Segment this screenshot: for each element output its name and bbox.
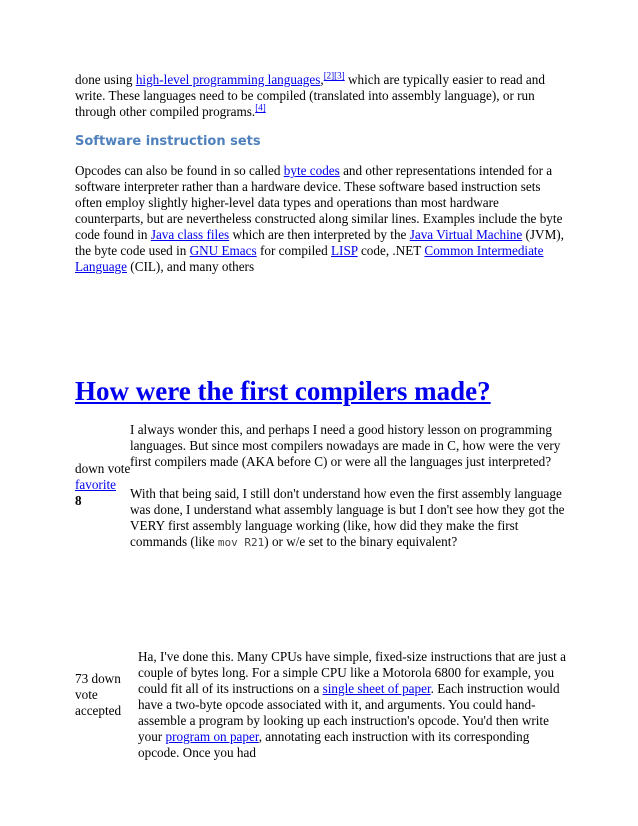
link-java-class-files[interactable]: Java class files — [150, 227, 230, 242]
question-title — [75, 374, 491, 408]
intro-text: which are typically easier to read and write. These languages need to be compiled (translated into assembly language), or run through other compiled programs. — [75, 72, 545, 119]
section-paragraph — [75, 163, 567, 275]
section-text: (CIL), and many others — [127, 259, 255, 274]
answer-vote-label: 73 down vote accepted — [75, 671, 122, 718]
answer-text: Ha, I've done this. Many CPUs have simple, fixed-size instructions that are just a couple of bytes long. For a simple CPU like a Motorola 6800 for example, you could fit all of its instructions on a — [138, 649, 566, 696]
section-text: code, .NET — [357, 243, 425, 258]
question-vote-label[interactable]: down vote — [75, 461, 131, 476]
section-text: Opcodes can also be found in so called — [75, 163, 284, 178]
question-paragraph-1: I always wonder this, and perhaps I need a good history lesson on programming languages. But since most compilers nowadays are made in C, how were the very first compilers made (AKA before C) or were all the languages just interpreted? — [130, 422, 561, 469]
question-text: With that being said, I still don't understand how even the first assembly language was done, I understand what assembly language is but I don't see how they got the VERY first assembly language working (like, how did they make the first commands (like — [130, 486, 565, 549]
link-high-level-languages[interactable]: high-level programming languages — [135, 72, 321, 87]
question-title-link[interactable]: How were the first compilers made? — [75, 376, 491, 406]
answer-text: , annotating each instruction with its corresponding opcode. Once you had — [138, 729, 530, 760]
answer-paragraph — [138, 649, 570, 761]
intro-text: done using — [75, 72, 136, 87]
link-lisp[interactable]: LISP — [331, 243, 358, 258]
link-java-virtual-machine[interactable]: Java Virtual Machine — [409, 227, 523, 242]
question-vote-column — [75, 461, 133, 509]
section-text: and other representations intended for a software interpreter rather than a hardware device. These software based instruction sets often employ slightly higher-level data types and operations than most hardware counterparts, but are nevertheless constructed along similar lines. Examples include the byte code found in — [75, 163, 563, 242]
favorite-link[interactable]: favorite — [75, 477, 117, 492]
section-text: which are then interpreted by the — [229, 227, 410, 242]
intro-text: , — [320, 72, 324, 87]
section-heading: Software instruction sets — [75, 134, 261, 149]
link-single-sheet-of-paper[interactable]: single sheet of paper — [322, 681, 431, 696]
question-score: 8 — [75, 493, 82, 508]
reference-link-4[interactable]: [4] — [255, 102, 266, 113]
link-byte-codes[interactable]: byte codes — [283, 163, 340, 178]
question-paragraph-2 — [130, 486, 570, 551]
question-text: ) or w/e set to the binary equivalent? — [264, 534, 458, 549]
question-body — [130, 422, 570, 567]
link-common-intermediate-language[interactable]: Common Intermediate Language — [75, 243, 544, 274]
link-gnu-emacs[interactable]: GNU Emacs — [189, 243, 257, 258]
answer-text: . Each instruction would have a two-byte opcode associated with it, and arguments. You could hand-assemble a program by looking up each instruction's opcode. You'd then write your — [138, 681, 560, 744]
section-text: (JVM), the byte code used in — [75, 227, 564, 258]
section-text: for compiled — [256, 243, 331, 258]
intro-paragraph — [75, 72, 567, 120]
reference-link-2-3[interactable]: [2][3] — [323, 70, 345, 81]
inline-code: mov R21 — [217, 536, 265, 549]
link-program-on-paper[interactable]: program on paper — [165, 729, 259, 744]
answer-body — [138, 649, 570, 761]
